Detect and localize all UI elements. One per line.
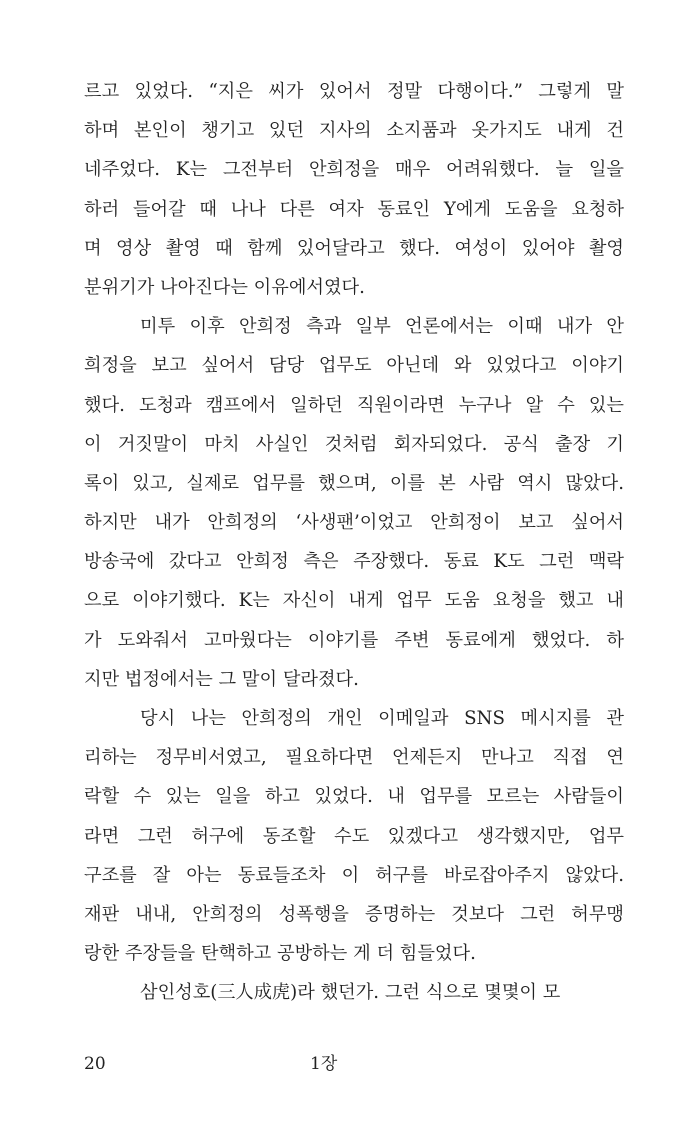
text-line: 이 거짓말이 마치 사실인 것처럼 회자되었다. 공식 출장 기 (84, 433, 624, 455)
text-line: 락할 수 있는 일을 하고 있었다. 내 업무를 모르는 사람들이 (84, 786, 624, 808)
paragraph (84, 72, 624, 307)
text-line: 삼인성호(三人成虎)라 했던가. 그런 식으로 몇몇이 모 (140, 982, 561, 1004)
text-line: 하며 본인이 챙기고 있던 지사의 소지품과 옷가지도 내게 건 (84, 120, 624, 142)
text-line: 르고 있었다. “지은 씨가 있어서 정말 다행이다.” 그렇게 말 (84, 81, 624, 102)
text-line: 리하는 정무비서였고, 필요하다면 언제든지 만나고 직접 연 (84, 747, 624, 769)
text-line: 네주었다. K는 그전부터 안희정을 매우 어려워했다. 늘 일을 (84, 159, 624, 181)
text-line: 하지만 내가 안희정의 ‘사생팬’이었고 안희정이 보고 싶어서 (84, 512, 624, 534)
text-line: 가 도와줘서 고마웠다는 이야기를 주변 동료에게 했었다. 하 (84, 629, 624, 651)
text-line: 당시 나는 안희정의 개인 이메일과 SNS 메시지를 관 (140, 708, 624, 729)
paragraph (84, 973, 624, 1012)
text-line: 했다. 도청과 캠프에서 일하던 직원이라면 누구나 알 수 있는 (84, 394, 624, 416)
text-line: 구조를 잘 아는 동료들조차 이 허구를 바로잡아주지 않았다. (84, 864, 624, 886)
paragraph (84, 307, 624, 699)
page-number: 20 (84, 1054, 106, 1074)
text-line: 방송국에 갔다고 안희정 측은 주장했다. 동료 K도 그런 맥락 (84, 551, 624, 573)
text-line: 희정을 보고 싶어서 담당 업무도 아닌데 와 있었다고 이야기 (84, 355, 624, 377)
text-line: 지만 법정에서는 그 말이 달라졌다. (84, 668, 359, 690)
body-text (84, 72, 624, 1013)
text-line: 미투 이후 안희정 측과 일부 언론에서는 이때 내가 안 (140, 316, 624, 338)
text-line: 재판 내내, 안희정의 성폭행을 증명하는 것보다 그런 허무맹 (84, 903, 624, 925)
text-line: 랑한 주장들을 탄핵하고 공방하는 게 더 힘들었다. (84, 943, 476, 965)
text-line: 하러 들어갈 때 나나 다른 여자 동료인 Y에게 도움을 요청하 (84, 198, 624, 220)
text-line: 분위기가 나아진다는 이유에서였다. (84, 276, 365, 298)
chapter-label: 1장 (310, 1054, 338, 1074)
paragraph (84, 699, 624, 973)
text-line: 라면 그런 허구에 동조할 수도 있겠다고 생각했지만, 업무 (84, 825, 624, 847)
text-line: 며 영상 촬영 때 함께 있어달라고 했다. 여성이 있어야 촬영 (84, 237, 624, 259)
text-line: 으로 이야기했다. K는 자신이 내게 업무 도움 요청을 했고 내 (84, 590, 624, 612)
text-line: 록이 있고, 실제로 업무를 했으며, 이를 본 사람 역시 많았다. (84, 472, 624, 494)
